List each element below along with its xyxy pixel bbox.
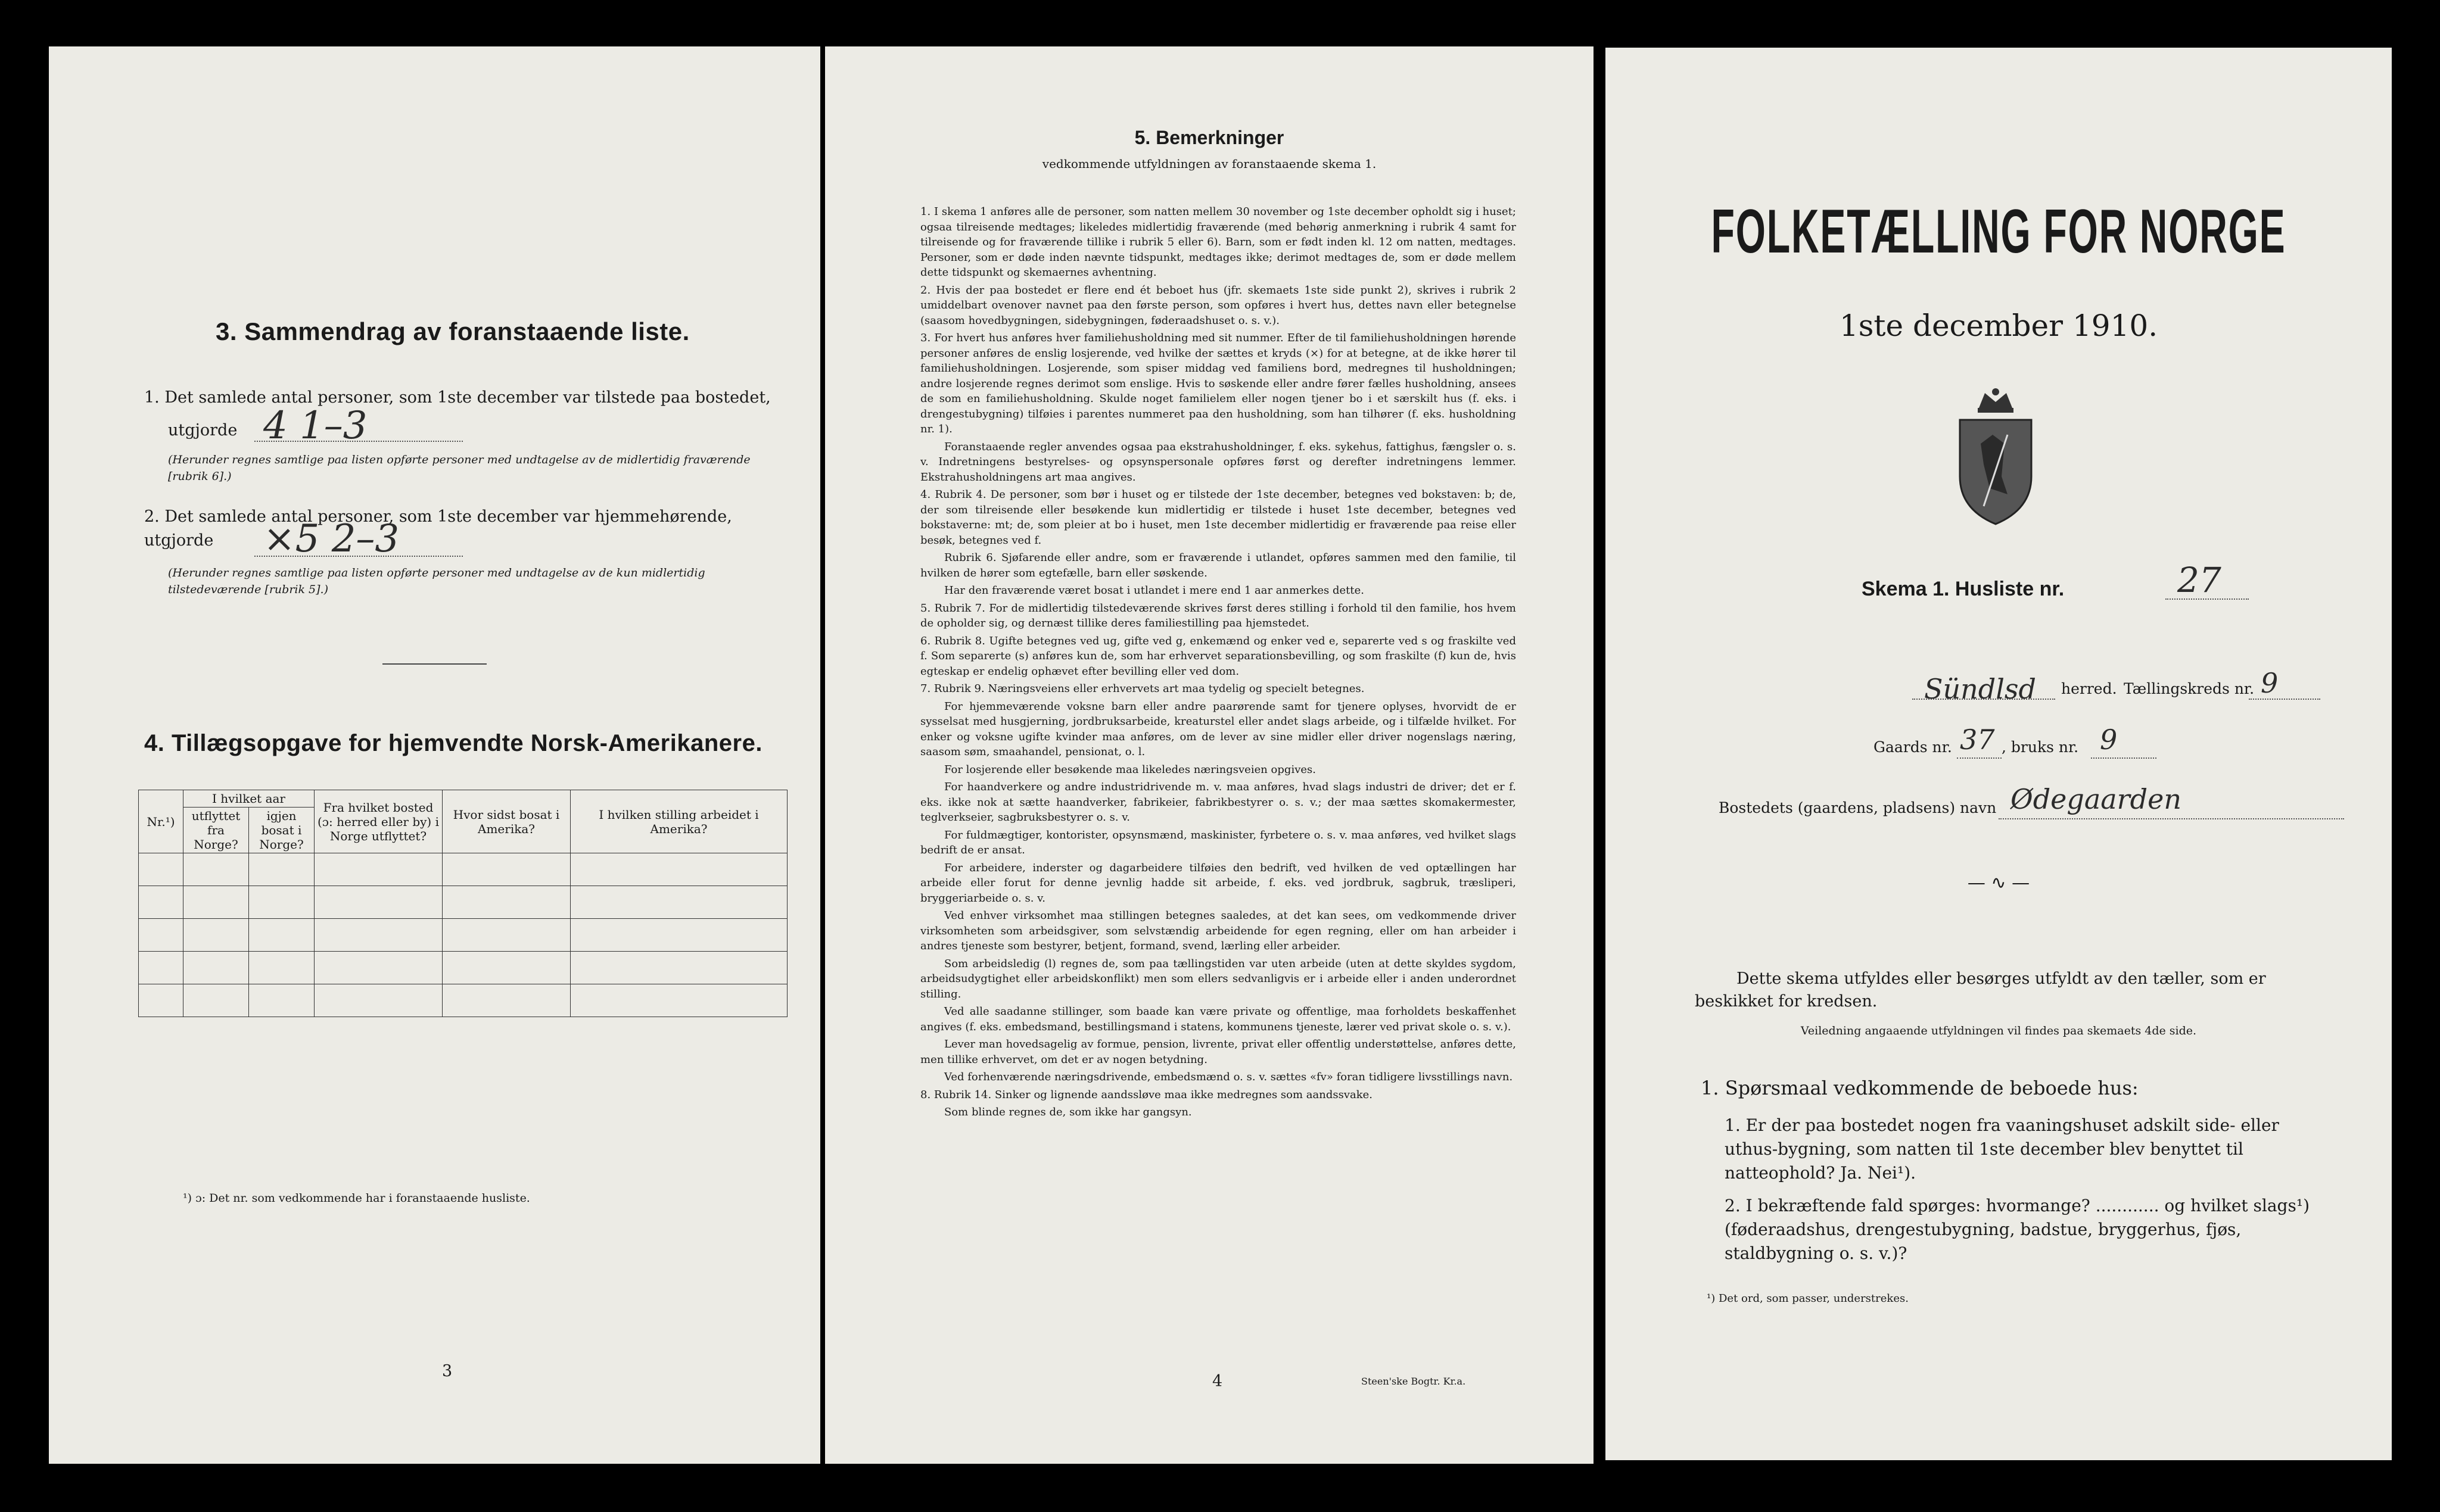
bruks-label: , bruks nr.: [2002, 738, 2079, 756]
page-number: 3: [442, 1362, 453, 1380]
q1-note: (Herunder regnes samtlige paa listen opførte personer med undtagelse av de midlertidig fraværende [rubrik 6].): [168, 453, 751, 483]
kreds-value: 9: [2261, 667, 2279, 699]
remark-paragraph: 4. Rubrik 4. De personer, som bør i huset og er tilstede der 1ste december, betegnes ved bokstaven: b; de, der som tilreisende eller besøkende kun midlertidig er tilstede i huset 1ste december, betegnes ved bokstaverne: mt; de, som pleier at bo i huset, men 1ste december midlertidig er fraværende paa reise eller besøk, betegnes ved f.: [920, 488, 1516, 547]
remark-paragraph: For hjemmeværende voksne barn eller andre paarørende samt for tjenere oplyses, hvorvidt de er sysselsat med husgjerning, jordbruksarbeide, kreaturstel eller andet slags arbeide, og i tilfælde hvilket. For enker og voksne ugifte kvinder maa anføres, om de lever av sine midler eller driver nogenslags næring, saasom søm, smaahandel, pensionat, o. l.: [920, 700, 1516, 758]
remark-paragraph: 7. Rubrik 9. Næringsveiens eller erhvervets art maa tydelig og specielt betegnes.: [920, 682, 1365, 695]
col-nr: Nr.¹): [139, 790, 183, 853]
husliste-nr-value: 27: [2177, 560, 2221, 600]
guidance: Veiledning angaaende utfyldningen vil findes paa skemaets 4de side.: [1800, 1024, 2197, 1037]
section3-title: 3. Sammendrag av foranstaaende liste.: [216, 317, 690, 345]
page-4: [825, 46, 1594, 1464]
col-emigrated: utflyttet fra Norge?: [183, 808, 249, 853]
col-returned: igjen bosat i Norge?: [249, 808, 315, 853]
remark-paragraph: For fuldmægtiger, kontorister, opsynsmænd, maskinister, fyrbetere o. s. v. maa anføres, ved hvilket slags bedrift de er ansat.: [920, 828, 1516, 856]
remark-paragraph: For haandverkere og andre industridrivende m. v. maa anføres, hvad slags industri de driver; det er f. eks. ikke nok at sætte haandverker, fabrikeier, fabrikbestyrer o. s. v.; der maa sættes skomakermester, teglverkseier, sagbruksbestyrer o. s. v.: [920, 781, 1516, 824]
remark-paragraph: 6. Rubrik 8. Ugifte betegnes ved ug, gifte ved g, enkemænd og enker ved e, separerte ved s og fraskilte ved f. Som separerte (s) anføres kun de, som har erhvervet separationsbevilling, og som fraskilte (f) kun de, hvis egteskap er endelig ophævet efter bevilling eller ved dom.: [920, 634, 1516, 678]
remark-paragraph: Ved alle saadanne stillinger, som baade kan være private og offentlige, maa forholdets beskaffenhet angives (f. eks. embedsmand, bestillingsmand i statens, kommunens tjeneste, lærer ved privat skole o. s. v.).: [920, 1005, 1516, 1033]
ornament: — ∿ —: [1967, 872, 2030, 893]
q2-note: (Herunder regnes samtlige paa listen opførte personer med undtagelse av de kun midlertidig tilstedeværende [rubrik 5].): [168, 566, 705, 596]
remark-paragraph: 2. Hvis der paa bostedet er flere end ét beboet hus (jfr. skemaets 1ste side punkt 2), skrives i rubrik 2 umiddelbart ovenover navnet paa den første person, som opføres i hvert hus, dettes navn eller betegnelse (saasom hovedbygningen, sidebygningen, føderaadshuset o. s. v.).: [920, 283, 1516, 327]
page-number: 4: [1212, 1372, 1223, 1391]
remark-paragraph: Foranstaaende regler anvendes ogsaa paa ekstrahusholdninger, f. eks. sykehus, fattighus, fængsler o. s. v. Indretningens bestyrelses- og opsynspersonale opføres først og derefter indretningens lemmer. Ekstrahusholdningens art maa angives.: [920, 440, 1516, 484]
remark-paragraph: Har den fraværende været bosat i utlandet i mere end 1 aar anmerkes dette.: [944, 584, 1364, 597]
herred-value: Sündlsd: [1924, 673, 2036, 705]
q2-text: 2. Det samlede antal personer, som 1ste december var hjemmehørende, utgjorde: [144, 507, 732, 550]
section1-title: 1. Spørsmaal vedkommende de beboede hus:: [1701, 1077, 2139, 1099]
norsk-amerikanere-table: [138, 790, 788, 1017]
remark-paragraph: 8. Rubrik 14. Sinker og lignende aandssløve maa ikke medregnes som aandssvake.: [920, 1088, 1373, 1101]
bruks-value: 9: [2100, 724, 2118, 756]
table-row: [139, 919, 788, 952]
table-footnote: ¹) ɔ: Det nr. som vedkommende har i foranstaaende husliste.: [183, 1192, 530, 1205]
skema-label: Skema 1. Husliste nr.: [1862, 578, 2065, 600]
remark-paragraph: For arbeidere, inderster og dagarbeidere tilføies den bedrift, ved hvilken de ved optællingen har arbeide eller forut for denne jevnlig hadde sit arbeide, f. eks. ved jordbruk, sagbruk, træsliperi, bryggeriarbeide o. s. v.: [920, 861, 1516, 905]
bosted-value: Ødegaarden: [2010, 783, 2181, 815]
col-from-place: Fra hvilket bosted (ɔ: herred eller by) i Norge utflyttet?: [315, 790, 443, 853]
gaards-label: Gaards nr.: [1873, 738, 1952, 756]
remark-paragraph: Ved forhenværende næringsdrivende, embedsmænd o. s. v. sættes «fv» foran tidligere livsstillings navn.: [944, 1071, 1513, 1083]
q2-handwritten-value: ×5 2–3: [263, 517, 400, 561]
remarks-subtitle: vedkommende utfyldningen av foranstaaende skema 1.: [1042, 157, 1377, 171]
remark-paragraph: For losjerende eller besøkende maa likeledes næringsveien opgives.: [944, 763, 1316, 776]
table-row: [139, 952, 788, 984]
divider: [382, 663, 487, 665]
remarks-list: [920, 204, 1516, 1123]
census-date: 1ste december 1910.: [1839, 308, 2158, 343]
col-last-residence: Hvor sidst bosat i Amerika?: [443, 790, 571, 853]
form-title: FOLKETÆLLING FOR NORGE: [1711, 197, 2286, 266]
remark-paragraph: Som arbeidsledig (l) regnes de, som paa tællingstiden var uten arbeide (uten at dette skyldes sygdom, arbeidsudygtighet eller arbeidskonflikt) men som ellers sedvanligvis er i arbeide eller i anden underordnet stilling.: [920, 957, 1516, 1000]
remark-paragraph: Som blinde regnes de, som ikke har gangsyn.: [944, 1106, 1192, 1118]
coat-of-arms: [1948, 387, 2043, 530]
question-2: 2. I bekræftende fald spørges: hvormange? ............ og hvilket slags¹) (føderaadshus, drengestubygning, badstue, bryggerhus, fjøs, staldbygning o. s. v.)?: [1725, 1196, 2310, 1263]
q1-text: 1. Det samlede antal personer, som 1ste december var tilstede paa bostedet,: [144, 388, 771, 407]
remark-paragraph: 5. Rubrik 7. For de midlertidig tilstedeværende skrives først deres stilling i forhold til den familie, hos hvem de opholder sig, og dernæst tillike deres familiestilling paa hjemstedet.: [920, 601, 1516, 629]
remarks-title: 5. Bemerkninger: [1134, 127, 1284, 148]
gaards-value: 37: [1960, 724, 1995, 756]
page-3: [49, 46, 820, 1464]
table-row: [139, 886, 788, 919]
q1-handwritten-value: 4 1–3: [263, 404, 368, 448]
col-year-group: I hvilket aar: [183, 790, 315, 808]
table-row: [139, 853, 788, 886]
remark-paragraph: 1. I skema 1 anføres alle de personer, som natten mellem 30 november og 1ste december opholdt sig i huset; ogsaa tilreisende medtages; likeledes midlertidig fraværende (med behørig anmerkning i rubrik 4 samt for tilreisende og for fraværende tillike i rubrik 5 eller 6). Barn, som er født inden kl. 12 om natten, medtages. Personer, som er døde inden nævnte tidspunkt, medtages ikke; derimot medtages de, som er døde mellem dette tidspunkt og skemaernes avhentning.: [920, 205, 1516, 279]
kreds-label: Tællingskreds nr.: [2124, 680, 2255, 697]
footnote: ¹) Det ord, som passer, understrekes.: [1707, 1292, 1909, 1305]
section4-title: 4. Tillægsopgave for hjemvendte Norsk-Amerikanere.: [144, 730, 762, 756]
remark-paragraph: Lever man hovedsagelig av formue, pension, livrente, privat eller offentlig understøttelse, anføres dette, men tillike erhvervet, om det er av nogen betydning.: [920, 1038, 1516, 1066]
question-1: 1. Er der paa bostedet nogen fra vaaningshuset adskilt side- eller uthus-bygning, som natten til 1ste december blev benyttet til natteophold? Ja. Nei¹).: [1725, 1115, 2279, 1183]
bosted-label: Bostedets (gaardens, pladsens) navn: [1719, 799, 1997, 816]
q1-label: utgjorde: [168, 421, 238, 439]
printer-mark: Steen'ske Bogtr. Kr.a.: [1361, 1376, 1466, 1387]
page-1: [1605, 48, 2392, 1460]
remark-paragraph: 3. For hvert hus anføres hver familiehusholdning med sit nummer. Efter de til familiehusholdningen hørende personer anføres de enslig losjerende, ved hvilke der sættes et kryds (×) for at betegne, at de ikke hører til familiehusholdningen. Losjerende, som spiser middag ved familiens bord, medregnes til husholdningen; andre losjerende regnes derimot som enslige. Hvis to søskende eller andre fører fælles husholdning, ansees de som en familiehusholdning. Skulde noget familielem eller nogen tjener bo i et særskilt hus (f. eks. i drengestubygning) tilføies i parentes nummeret paa den husholdning, som han tilhører (f. eks. husholdning nr. 1).: [920, 332, 1516, 435]
remark-paragraph: Ved enhver virksomhet maa stillingen betegnes saaledes, at det kan sees, om vedkommende driver virksomheten som arbeidsgiver, som selvstændig arbeidende for egen regning, eller om han arbeider i andres tjeneste som bestyrer, betjent, formand, svend, lærling eller arbeider.: [920, 909, 1516, 952]
col-occupation: I hvilken stilling arbeidet i Amerika?: [571, 790, 788, 853]
remark-paragraph: Rubrik 6. Sjøfarende eller andre, som er fraværende i utlandet, opføres sammen med den familie, til hvilken de hører som egtefælle, barn eller søskende.: [920, 551, 1516, 579]
instructions: Dette skema utfyldes eller besørges utfyldt av den tæller, som er beskikket for kredsen.: [1695, 969, 2266, 1011]
herred-label: herred.: [2061, 680, 2117, 697]
table-row: [139, 984, 788, 1017]
